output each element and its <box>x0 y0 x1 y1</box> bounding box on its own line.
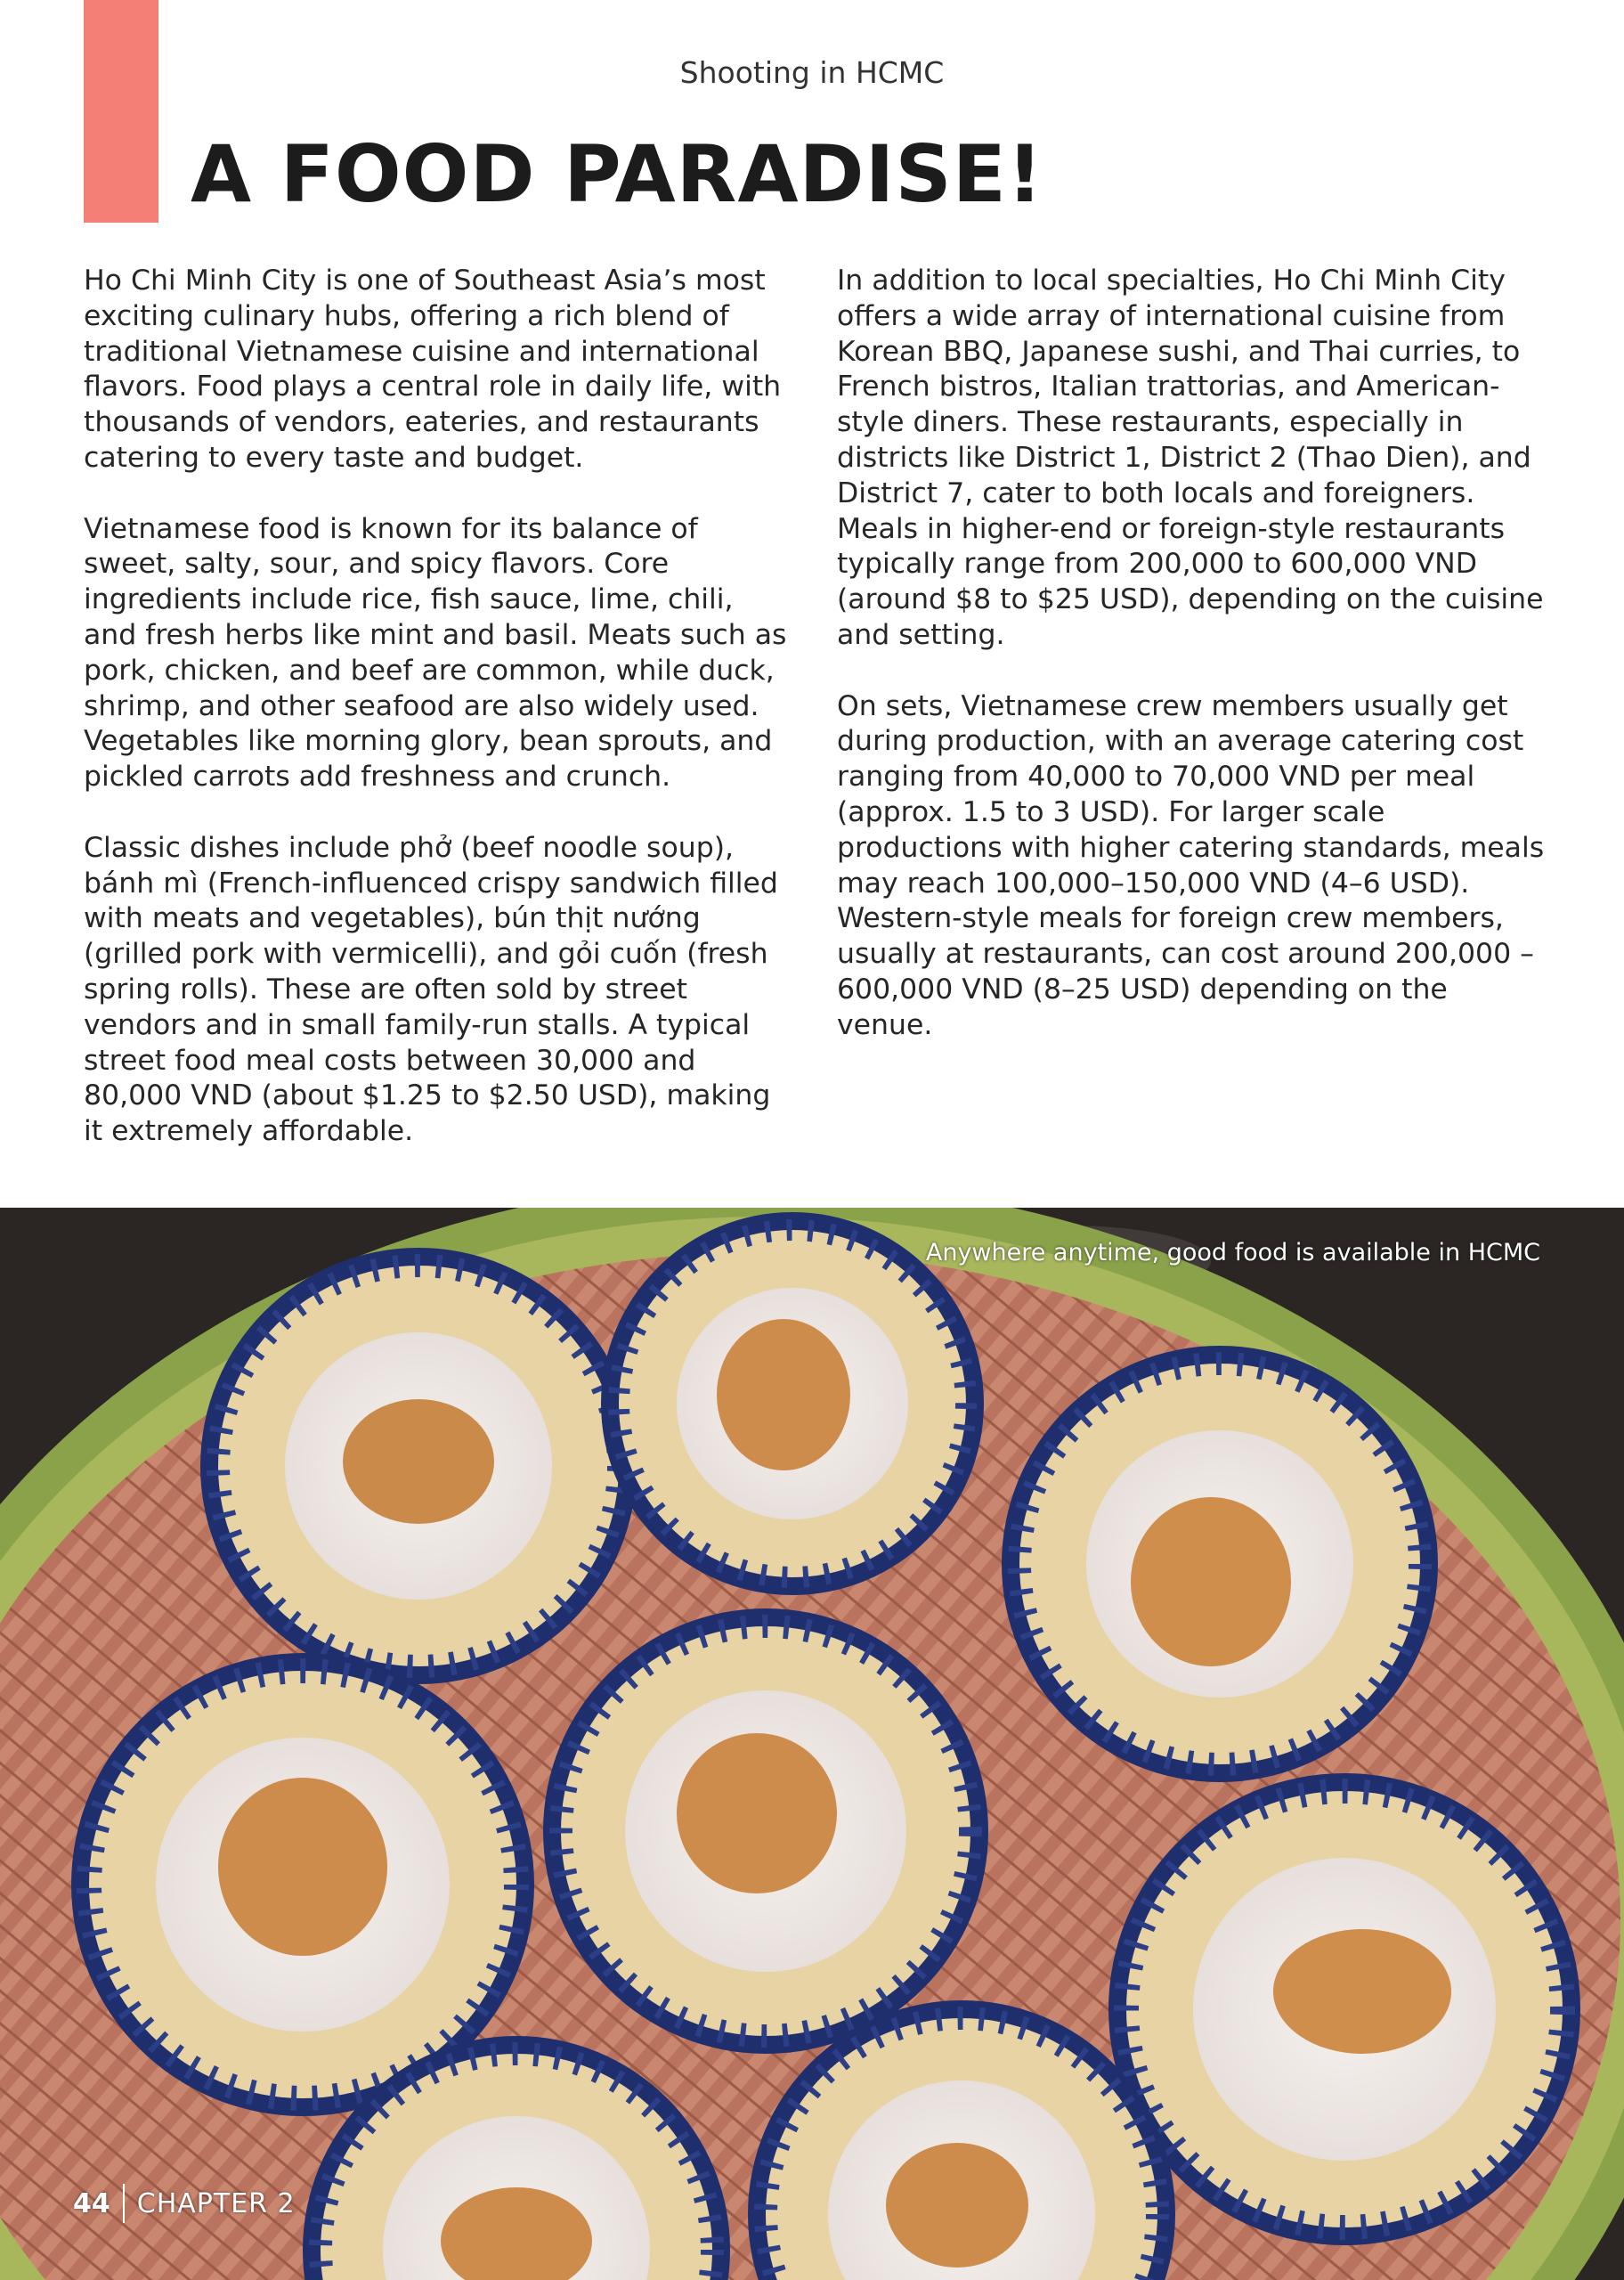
accent-bar <box>84 0 158 223</box>
text-column-left <box>84 264 787 1185</box>
page-title: A FOOD PARADISE! <box>191 128 1043 220</box>
page-footer <box>73 2184 296 2223</box>
photo-caption: Anywhere anytime, good food is available in HCMC <box>925 1239 1540 1266</box>
paragraph: In addition to local specialties, Ho Chi Minh City offers a wide array of international cuisine from Korean BBQ, Japanese sushi, and Thai curries, to French bistros, Italian trattorias, and American-style diners. These restaurants, especially in districts like District 1, District 2 (Thao Dien), and District 7, cater to both locals and foreigners. Meals in higher-end or foreign-style restaurants typically range from 200,000 to 600,000 VND (around $8 to $25 USD), depending on the cuisine and setting. <box>837 265 1544 651</box>
page-number: 44 <box>73 2187 110 2219</box>
paragraph: Ho Chi Minh City is one of Southeast Asia’s most exciting culinary hubs, offering a rich blend of traditional Vietnamese cuisine and international flavors. Food plays a central role in daily life, with thousands of vendors, eateries, and restaurants catering to every taste and budget. <box>84 265 782 474</box>
food-photo <box>0 1208 1624 2280</box>
paragraph: Classic dishes include phở (beef noodle soup), bánh mì (French-influenced crispy sandwich filled with meats and vegetables), bún thịt nướng (grilled pork with vermicelli), and gỏi cuốn (fresh spring rolls). These are often sold by street vendors and in small family-run stalls. A typical street food meal costs between 30,000 and 80,000 VND (about $1.25 to $2.50 USD), making it extremely affordable. <box>84 831 778 1148</box>
chapter-label: CHAPTER 2 <box>136 2187 296 2219</box>
paragraph: On sets, Vietnamese crew members usually get during production, with an average catering cost ranging from 40,000 to 70,000 VND per meal (approx. 1.5 to 3 USD). For larger scale productions with higher catering standards, meals may reach 100,000–150,000 VND (4–6 USD). Western-style meals for foreign crew members, usually at restaurants, can cost around 200,000 – 600,000 VND (8–25 USD) depending on the venue. <box>837 689 1545 1041</box>
section-kicker: Shooting in HCMC <box>679 55 945 90</box>
footer-divider <box>123 2184 125 2223</box>
text-column-right <box>837 264 1549 1079</box>
paragraph: Vietnamese food is known for its balance of sweet, salty, sour, and spicy flavors. Core ingredients include rice, fish sauce, lime, chili, and fresh herbs like mint and basil. Meats such as pork, chicken, and beef are common, while duck, shrimp, and other seafood are also widely used. Vegetables like morning glory, bean sprouts, and pickled carrots add freshness and crunch. <box>84 512 787 794</box>
